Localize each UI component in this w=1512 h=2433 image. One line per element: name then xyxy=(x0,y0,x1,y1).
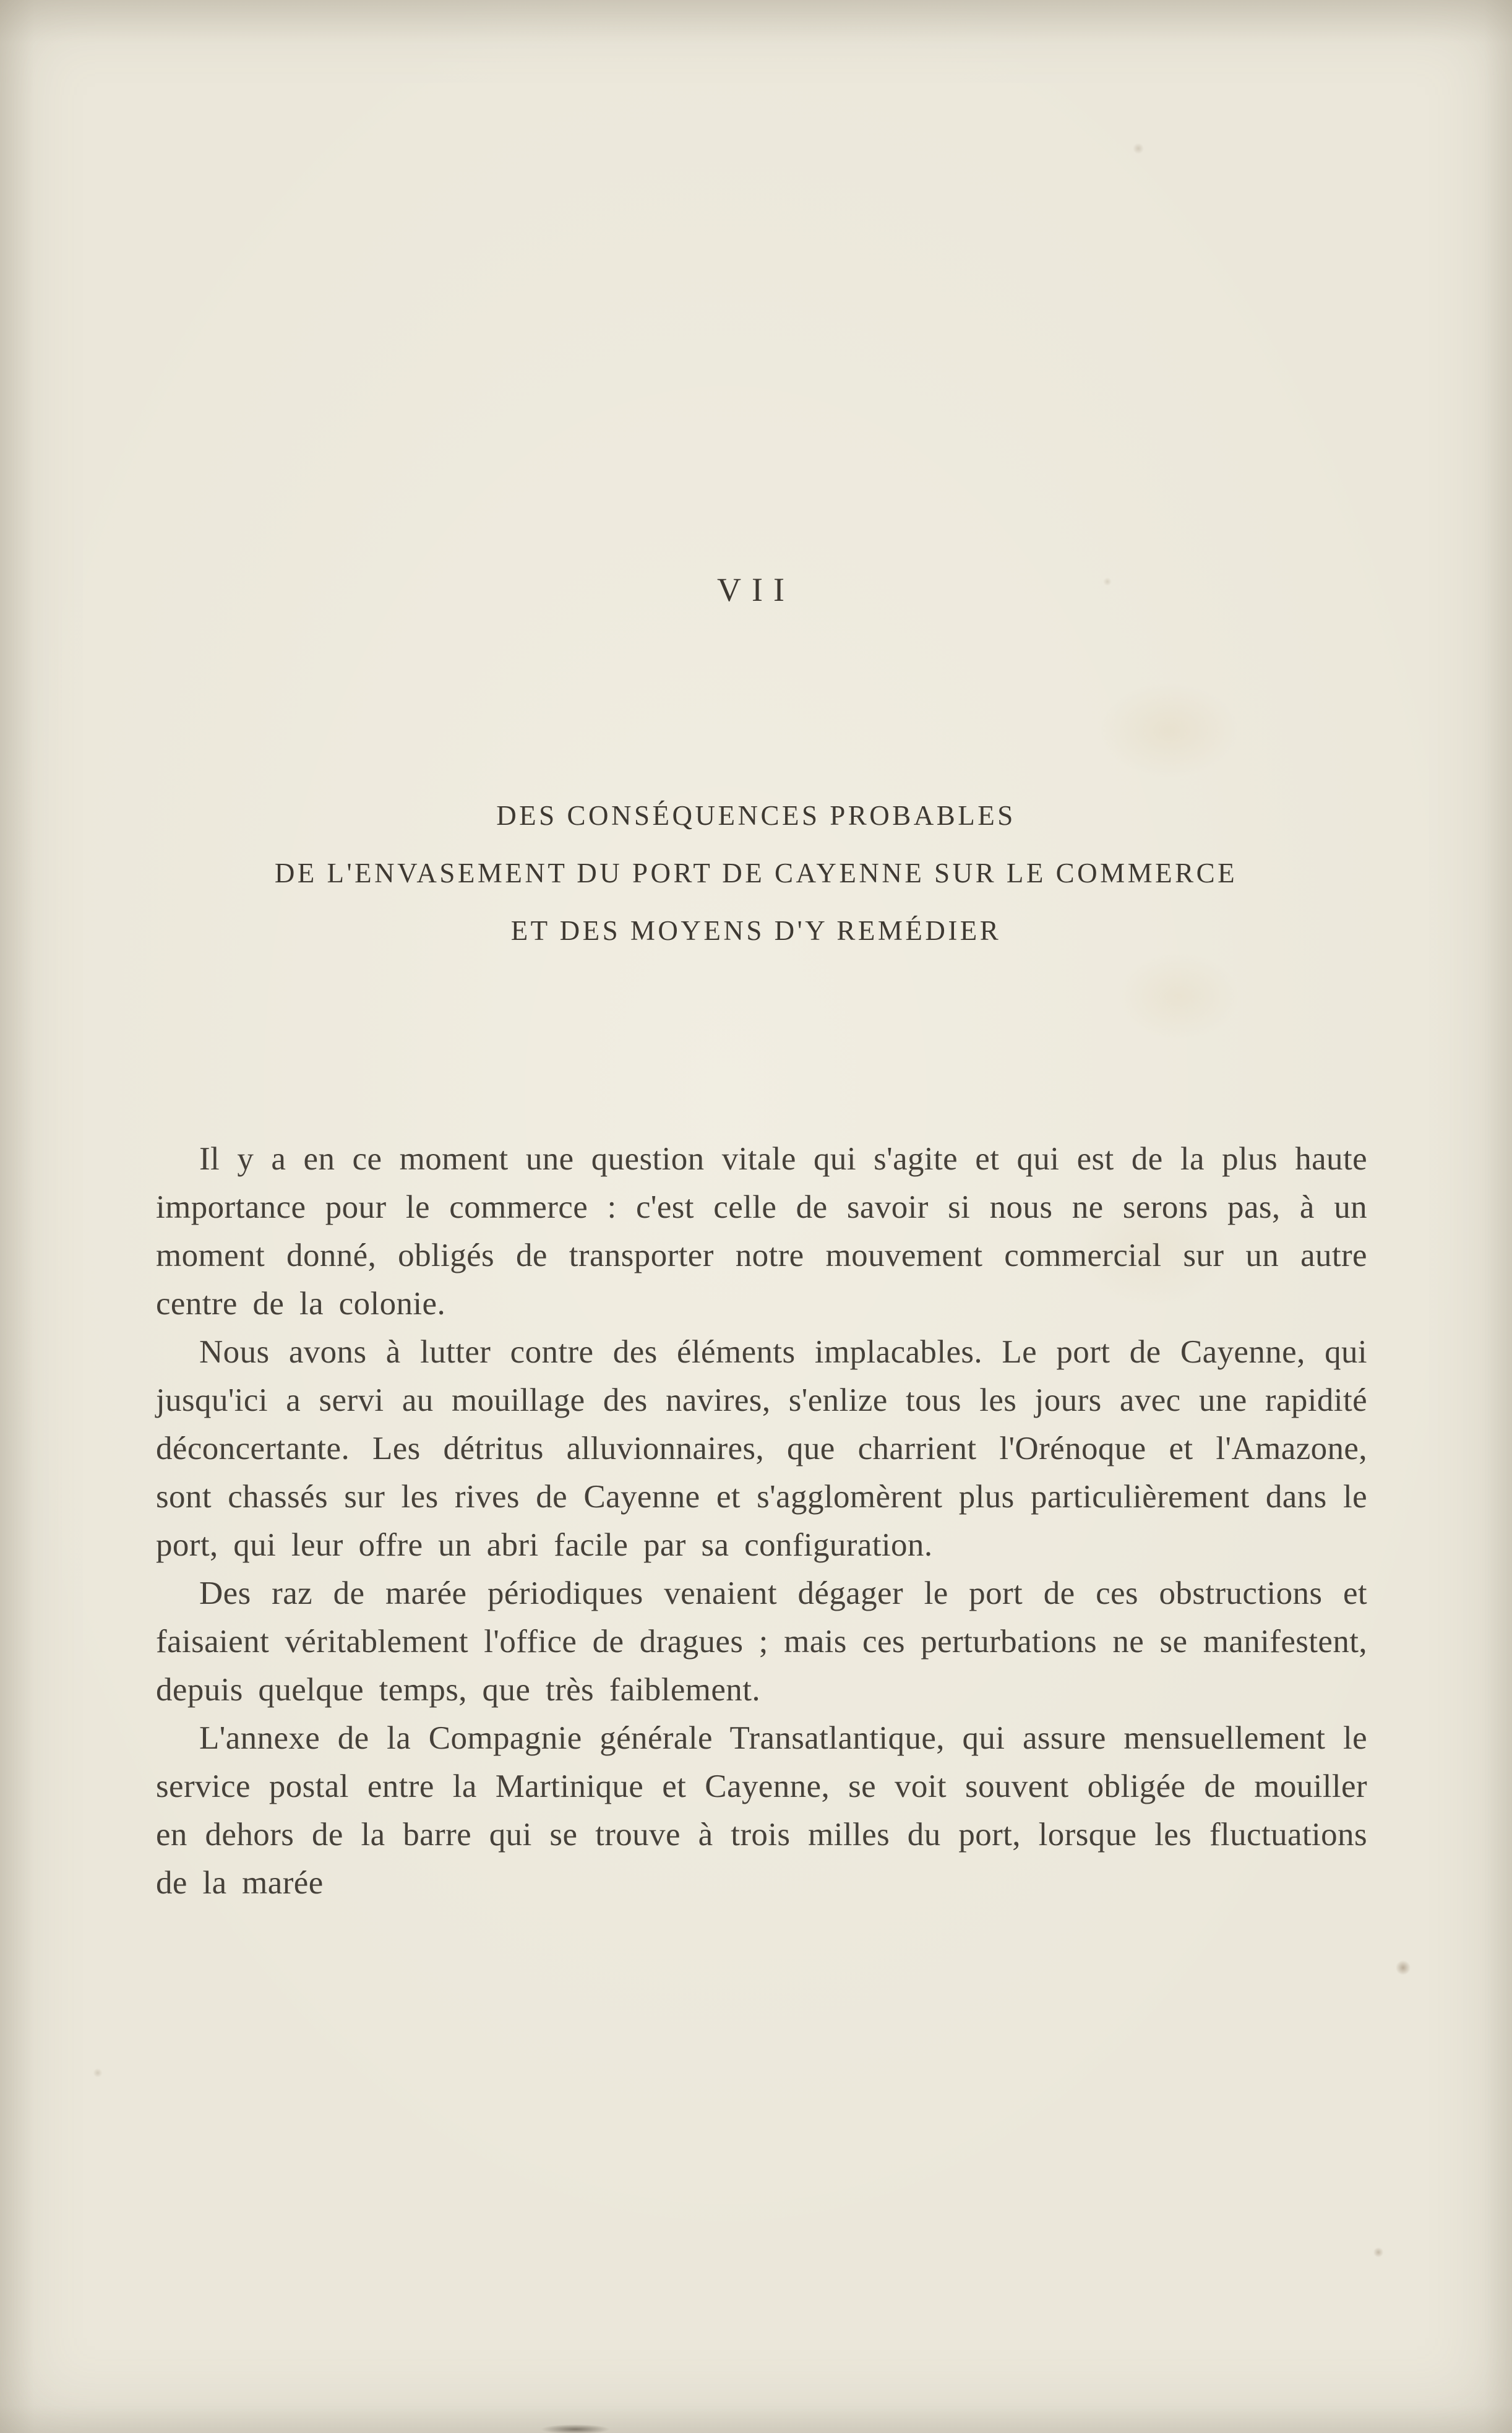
chapter-title-line-3: ET DES MOYENS D'Y REMÉDIER xyxy=(510,915,1002,946)
chapter-title-line-1: DES CONSÉQUENCES PROBABLES xyxy=(496,800,1016,831)
chapter-number: VII xyxy=(717,571,795,608)
chapter-body xyxy=(156,1135,1367,1907)
paragraph-4: L'annexe de la Compagnie générale Transatlantique, qui assure mensuellement le service postal entre la Martinique et Cayenne, se voit souvent obligée de mouiller en dehors de la barre qui se trouve à trois milles du port, lorsque les fluctuations de la marée xyxy=(156,1720,1367,1901)
chapter-title-line-2: DE L'ENVASEMENT DU PORT DE CAYENNE SUR LE COMMERCE xyxy=(274,858,1238,889)
paragraph-3: Des raz de marée périodiques venaient dégager le port de ces obstructions et faisaient véritablement l'office de dragues ; mais ces perturbations ne se manifestent, depuis quelque temps, que très faiblement. xyxy=(156,1575,1367,1708)
paragraph-1: Il y a en ce moment une question vitale qui s'agite et qui est de la plus haute importance pour le commerce : c'est celle de savoir si nous ne serons pas, à un moment donné, obligés de transporter notre mouvement commercial sur un autre centre de la colonie. xyxy=(156,1141,1367,1322)
chapter-title xyxy=(0,787,1512,960)
paragraph-2: Nous avons à lutter contre des éléments implacables. Le port de Cayenne, qui jusqu'ici a servi au mouillage des navires, s'enlize tous les jours avec une rapidité déconcertante. Les détritus alluvionnaires, que charrient l'Orénoque et l'Amazone, sont chassés sur les rives de Cayenne et s'agglomèrent plus particulièrement dans le port, qui leur offre un abri facile par sa configuration. xyxy=(156,1334,1367,1563)
